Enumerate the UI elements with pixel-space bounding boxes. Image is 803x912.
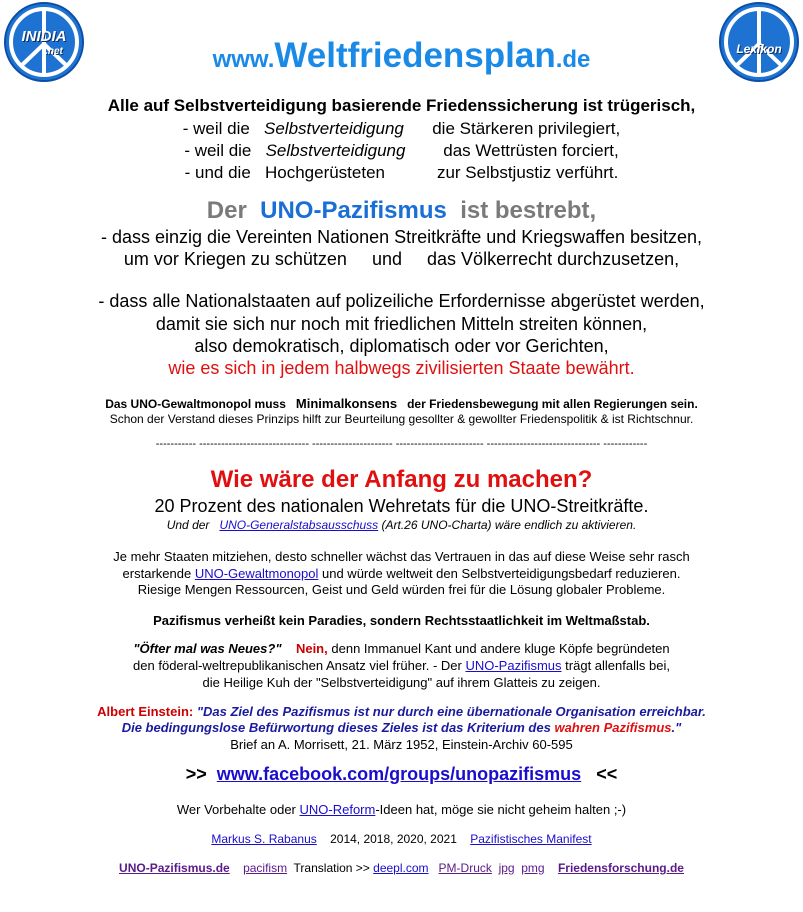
footer-deepl-link[interactable]: deepl.com bbox=[373, 861, 429, 875]
author-years: 2014, 2018, 2020, 2021 bbox=[330, 832, 457, 846]
einstein-source: Brief an A. Morrisett, 21. März 1952, Einstein-Archiv 60-595 bbox=[230, 737, 573, 752]
staaten-line-2-a: erstarkende bbox=[122, 566, 192, 581]
footer-pm-druck-link[interactable]: PM-Druck bbox=[438, 861, 492, 875]
footer-pmg-link[interactable]: pmg bbox=[521, 861, 545, 875]
einstein-quote-2-end: ." bbox=[671, 720, 682, 735]
anfang-line-2 bbox=[0, 518, 803, 532]
site-name: Weltfriedensplan bbox=[274, 36, 556, 75]
facebook-pre: >> bbox=[185, 764, 207, 784]
footer-uno-pazifismus-link[interactable]: UNO-Pazifismus.de bbox=[119, 861, 230, 875]
uno-p2-line-4: wie es sich in jedem halbwegs zivilisierten Staate bewährt. bbox=[168, 358, 635, 378]
kant-line-1 bbox=[0, 641, 803, 656]
uno-title-b: UNO-Pazifismus bbox=[260, 197, 447, 224]
site-suffix: .de bbox=[555, 46, 591, 73]
staaten-line-3: Riesige Mengen Ressourcen, Geist und Geld würden frei für die Lösung globaler Probleme. bbox=[137, 582, 666, 597]
intro-line-1-c: die Stärkeren privilegiert, bbox=[432, 119, 621, 138]
anfang-title: Wie wäre der Anfang zu machen? bbox=[210, 466, 593, 493]
facebook-group-link[interactable]: www.facebook.com/groups/unopazifismus bbox=[216, 764, 582, 784]
footer-translation-label: Translation >> bbox=[293, 861, 370, 875]
einstein-quote-2a: Die bedingungslose Befürwortung dieses Zieles ist das Kriterium des bbox=[121, 720, 551, 735]
footer-nav bbox=[0, 861, 803, 875]
monopol-line-1-a: Das UNO-Gewaltmonopol muss bbox=[105, 397, 286, 411]
staaten-line-2-b: und würde weltweit den Selbstverteidigungsbedarf reduzieren. bbox=[322, 566, 681, 581]
uno-pazifismus-link[interactable]: UNO-Pazifismus bbox=[465, 658, 562, 673]
monopol-line-1-b: Minimalkonsens bbox=[295, 396, 398, 411]
einstein-quote-2-red: wahren Pazifismus bbox=[554, 720, 672, 735]
uno-p1-line-2-c: das Völkerrecht durchzusetzen, bbox=[427, 249, 680, 269]
site-title[interactable] bbox=[0, 36, 803, 76]
intro-line-1-b: Selbstverteidigung bbox=[264, 119, 404, 138]
kant-line-3: die Heilige Kuh der "Selbstverteidigung" auf ihrem Glatteis zu zeigen. bbox=[202, 675, 601, 690]
uno-p2-line-3: also demokratisch, diplomatisch oder vor Gerichten, bbox=[194, 336, 609, 356]
footer-jpg-link[interactable]: jpg bbox=[498, 861, 515, 875]
kant-line-2 bbox=[0, 658, 803, 673]
logo-right-text: Lexikon bbox=[736, 42, 782, 56]
uno-p1-line-2-a: um vor Kriegen zu schützen bbox=[123, 249, 347, 269]
author-link[interactable]: Markus S. Rabanus bbox=[211, 832, 317, 846]
uno-reform-link[interactable]: UNO-Reform bbox=[299, 802, 376, 817]
paradies-statement: Pazifismus verheißt kein Paradies, sondern Rechtsstaatlichkeit im Weltmaßstab. bbox=[153, 613, 650, 628]
intro-line-1 bbox=[0, 119, 803, 139]
vorbehalte-a: Wer Vorbehalte oder bbox=[176, 802, 296, 817]
intro-line-3-a: - und die bbox=[184, 163, 251, 182]
intro-line-2-b: Selbstverteidigung bbox=[265, 141, 406, 160]
intro-line-3 bbox=[0, 163, 803, 183]
divider: ----------- ------------------------------ ---------------------- ------------------------ ------------------------------- ------------ bbox=[155, 438, 648, 450]
footer-friedensforschung-link[interactable]: Friedensforschung.de bbox=[557, 861, 684, 875]
kant-line-2-b: trägt allenfalls bei, bbox=[565, 658, 670, 673]
kant-line-2-a: den föderal-weltrepublikanischen Ansatz viel früher. - Der bbox=[133, 658, 462, 673]
monopol-line-2: Schon der Verstand dieses Prinzips hilft zur Beurteilung gesollter & gewollter Friedenspolitik & ist Richtschnur. bbox=[109, 412, 694, 426]
uno-p2-line-1: - dass alle Nationalstaaten auf polizeiliche Erfordernisse abgerüstet werden, bbox=[98, 291, 705, 311]
uno-p1-line-2 bbox=[0, 249, 803, 270]
logo-left-subtext: .net bbox=[45, 46, 63, 57]
uno-p2-line-2: damit sie sich nur noch mit friedlichen Mitteln streiten können, bbox=[155, 314, 648, 334]
einstein-quote-1: "Das Ziel des Pazifismus ist nur durch eine übernationale Organisation erreichbar. bbox=[196, 704, 706, 719]
vorbehalte-b: -Ideen hat, möge sie nicht geheim halten ;-) bbox=[375, 802, 627, 817]
einstein-name: Albert Einstein: bbox=[97, 704, 194, 719]
staaten-line-1: Je mehr Staaten mitziehen, desto schneller wächst das Vertrauen in das auf diese Weise sehr rasch bbox=[113, 549, 690, 564]
kant-nein: Nein, bbox=[295, 641, 328, 656]
intro-line-2-a: - weil die bbox=[184, 141, 252, 160]
pazifistisches-manifest-link[interactable]: Pazifistisches Manifest bbox=[470, 832, 592, 846]
kant-line-1-rest: denn Immanuel Kant und andere kluge Köpfe begründeten bbox=[331, 641, 670, 656]
monopol-line-1-c: der Friedensbewegung mit allen Regierungen sein. bbox=[407, 397, 698, 411]
einstein-line-2 bbox=[0, 720, 803, 735]
anfang-line-2-b: (Art.26 UNO-Charta) wäre endlich zu aktivieren. bbox=[381, 518, 637, 532]
uno-title-c: ist bestrebt, bbox=[460, 197, 597, 224]
intro-line-3-c: zur Selbstjustiz verführt. bbox=[436, 163, 619, 182]
footer-pacifism-link[interactable]: pacifism bbox=[243, 861, 288, 875]
facebook-post: << bbox=[596, 764, 618, 784]
anfang-line-2-a: Und der bbox=[166, 518, 210, 532]
vorbehalte-line bbox=[0, 802, 803, 817]
uno-gewaltmonopol-link[interactable]: UNO-Gewaltmonopol bbox=[194, 566, 319, 581]
einstein-line-1 bbox=[0, 704, 803, 719]
intro-line-3-b: Hochgerüsteten bbox=[264, 163, 385, 182]
facebook-line bbox=[0, 764, 803, 785]
anfang-line-1: 20 Prozent des nationalen Wehretats für die UNO-Streitkräfte. bbox=[154, 496, 649, 516]
uno-title bbox=[0, 197, 803, 225]
uno-p1-line-2-b: und bbox=[371, 249, 403, 269]
intro-line-2 bbox=[0, 141, 803, 161]
site-prefix: www. bbox=[212, 46, 275, 73]
monopol-line-1 bbox=[0, 396, 803, 411]
intro-line-2-c: das Wettrüsten forciert, bbox=[443, 141, 619, 160]
uno-title-a: Der bbox=[206, 197, 247, 224]
logo-left-text: INIDIA bbox=[21, 28, 67, 45]
intro-headline: Alle auf Selbstverteidigung basierende Friedenssicherung ist trügerisch, bbox=[107, 96, 696, 115]
uno-p1-line-1: - dass einzig die Vereinten Nationen Streitkräfte und Kriegswaffen besitzen, bbox=[100, 227, 703, 247]
staaten-line-2 bbox=[0, 566, 803, 581]
intro-line-1-a: - weil die bbox=[182, 119, 250, 138]
uno-generalstabsausschuss-link[interactable]: UNO-Generalstabsausschuss bbox=[219, 518, 379, 532]
kant-quote: "Öfter mal was Neues?" bbox=[133, 641, 282, 656]
author-line bbox=[0, 832, 803, 846]
